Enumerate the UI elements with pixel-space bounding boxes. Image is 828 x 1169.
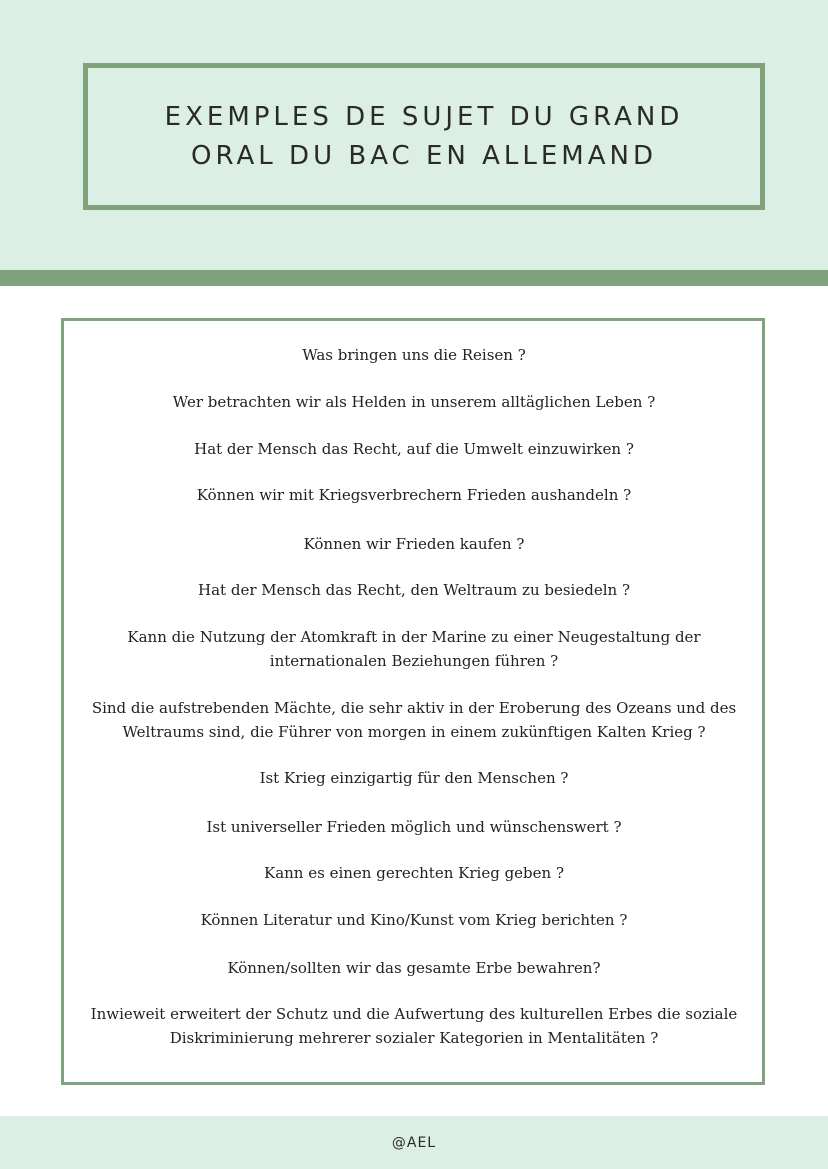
question-item: Können Literatur und Kino/Kunst vom Krieg berichten ?: [200, 911, 628, 929]
page-title: EXEMPLES DE SUJET DU GRAND ORAL DU BAC EN ALLEMAND: [164, 101, 684, 171]
question-item: Sind die aufstrebenden Mächte, die sehr aktiv in der Eroberung des Ozeans und des Weltraums sind, die Führer von morgen in einem zukünftigen Kalten Krieg ?: [91, 699, 737, 741]
question-item: Können/sollten wir das gesamte Erbe bewahren?: [227, 959, 601, 977]
question-item: Kann es einen gerechten Krieg geben ?: [264, 864, 564, 882]
question-item: Kann die Nutzung der Atomkraft in der Marine zu einer Neugestaltung der internationalen Beziehungen führen ?: [127, 628, 701, 670]
footer-credit: @AEL: [391, 1134, 437, 1151]
question-item: Inwieweit erweitert der Schutz und die Aufwertung des kulturellen Erbes die soziale Diskriminierung mehrerer sozialer Kategorien in Mentalitäten ?: [90, 1005, 738, 1047]
question-item: Hat der Mensch das Recht, den Weltraum zu besiedeln ?: [198, 581, 630, 599]
question-item: Können wir mit Kriegsverbrechern Frieden aushandeln ?: [196, 486, 632, 504]
question-item: Ist Krieg einzigartig für den Menschen ?: [259, 769, 569, 787]
question-item: Was bringen uns die Reisen ?: [302, 346, 526, 364]
question-item: Können wir Frieden kaufen ?: [303, 535, 525, 553]
question-item: Wer betrachten wir als Helden in unserem alltäglichen Leben ?: [172, 393, 656, 411]
question-item: Hat der Mensch das Recht, auf die Umwelt einzuwirken ?: [194, 440, 634, 458]
question-item: Ist universeller Frieden möglich und wünschenswert ?: [206, 818, 622, 836]
footer-band: [0, 1116, 828, 1169]
